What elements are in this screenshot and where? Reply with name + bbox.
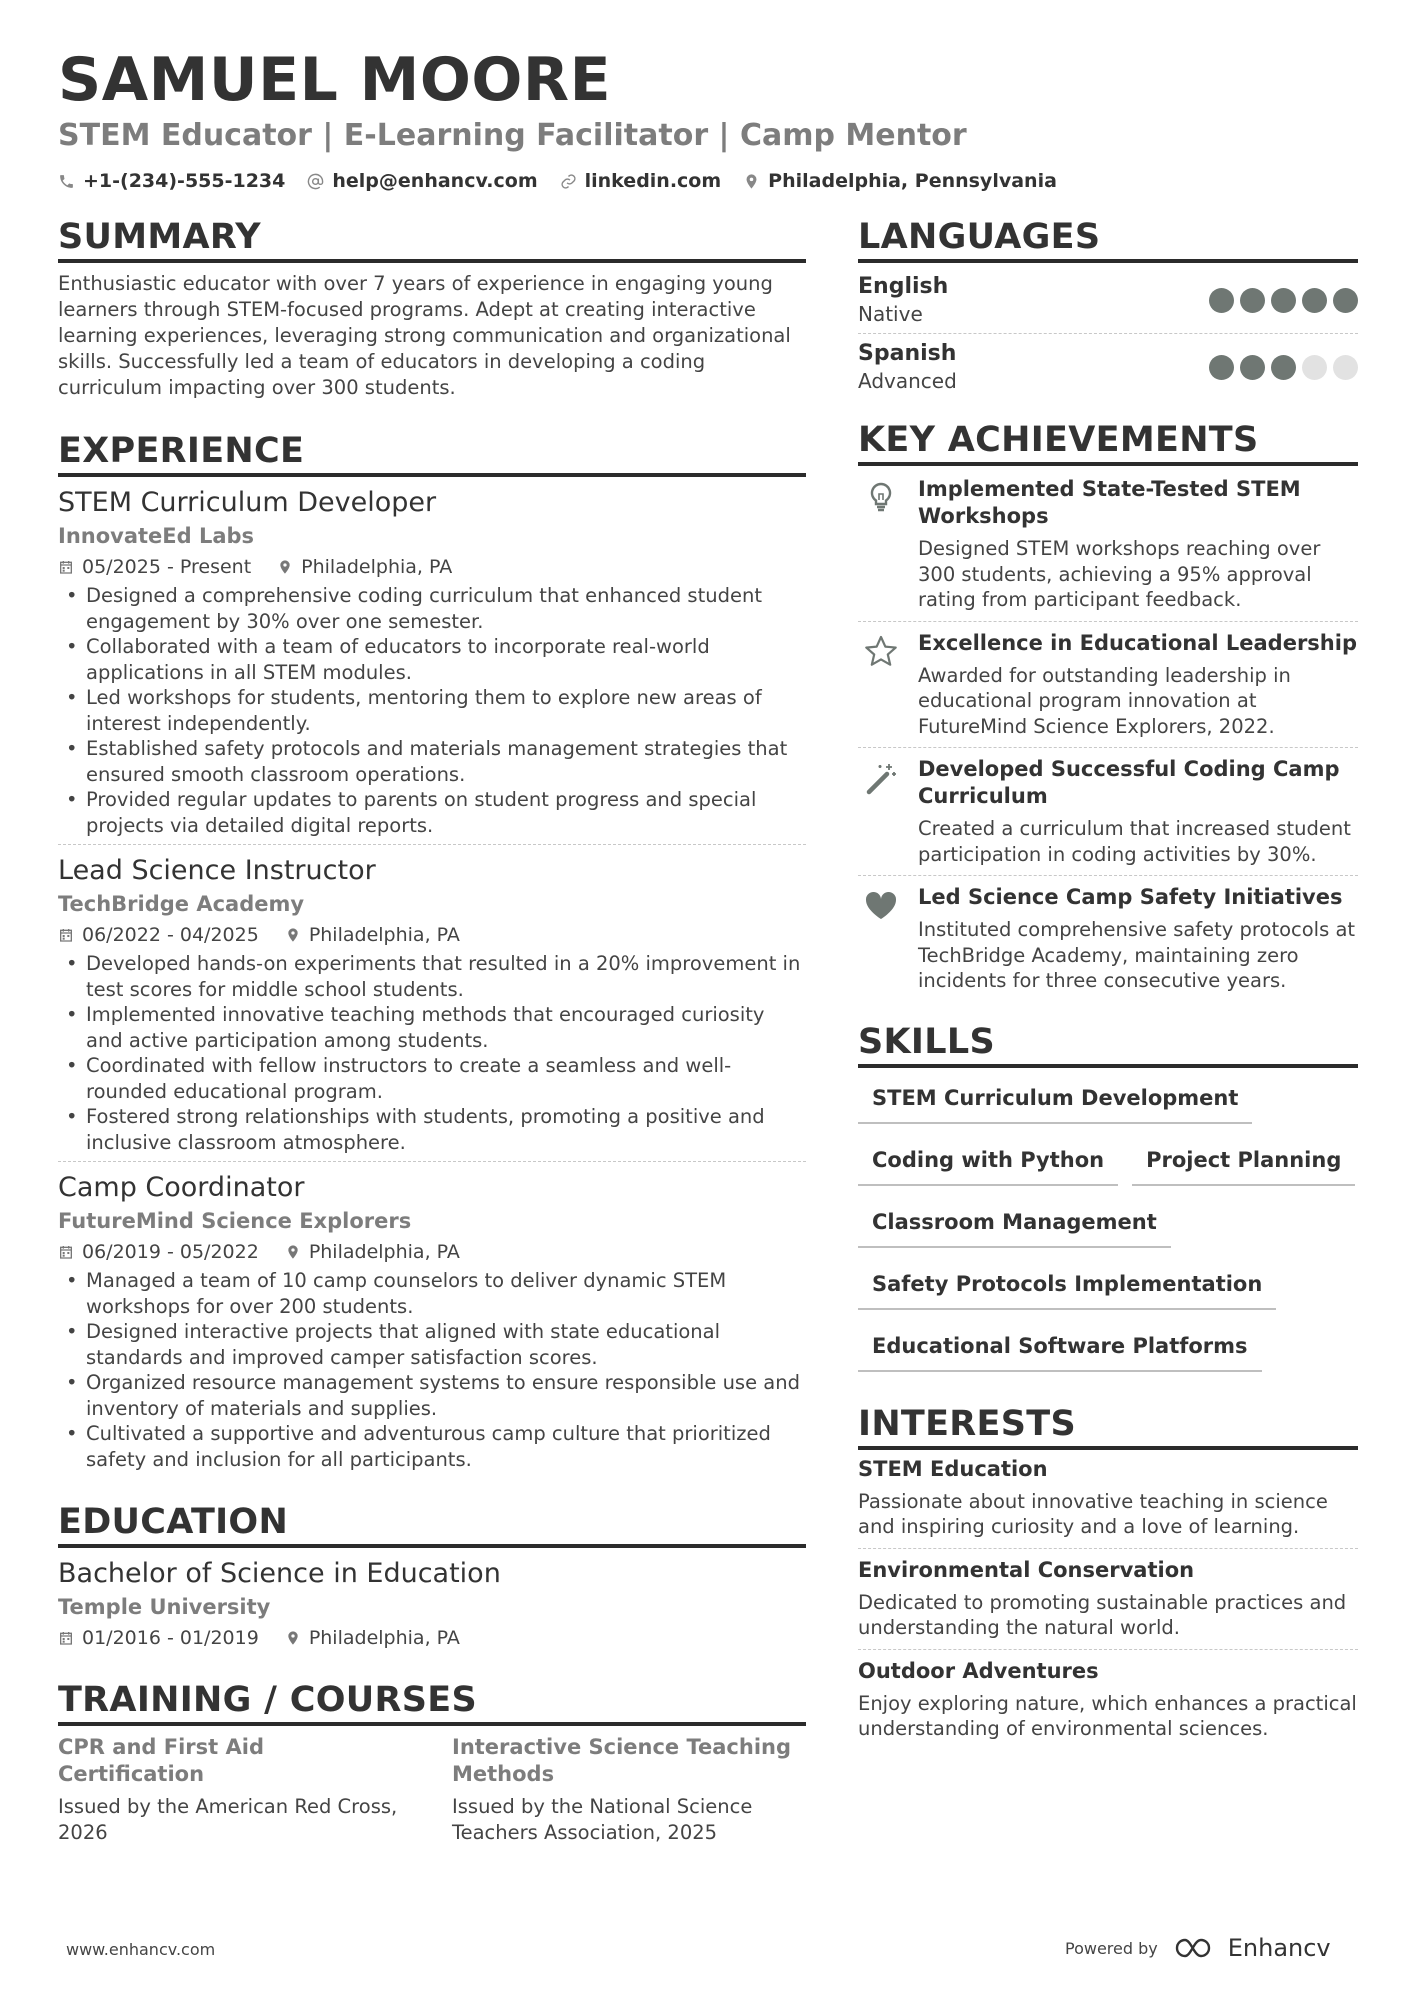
job-bullet: • Organized resource management systems to ensure responsible use and inventory of materials and supplies.	[58, 1370, 806, 1421]
languages-title: LANGUAGES	[858, 215, 1358, 263]
education-title: EDUCATION	[58, 1500, 806, 1548]
link-icon	[560, 173, 577, 190]
course-title: Interactive Science Teaching Methods	[452, 1735, 791, 1786]
experience-title: EXPERIENCE	[58, 429, 806, 477]
calendar-icon	[58, 559, 74, 575]
job-bullet: • Developed hands-on experiments that resulted in a 20% improvement in test scores for middle school students.	[58, 951, 806, 1002]
skill-tag: Project Planning	[1132, 1134, 1355, 1186]
location-pin-icon	[743, 173, 760, 190]
training-title: TRAINING / COURSES	[58, 1678, 806, 1726]
footer-branding	[1065, 1934, 1331, 1962]
course-item	[58, 1734, 412, 1846]
interest-title: STEM Education	[858, 1456, 1048, 1481]
job-title: Camp Coordinator	[58, 1172, 305, 1203]
skill-tag: Classroom Management	[858, 1196, 1171, 1248]
contact-link-text: linkedin.com	[584, 170, 722, 192]
job-bullet: • Established safety protocols and materials management strategies that ensured smooth classroom operations.	[58, 736, 806, 787]
language-name: English	[858, 274, 949, 299]
skill-tag: Coding with Python	[858, 1134, 1118, 1186]
job-bullets	[58, 583, 806, 838]
lightbulb-icon	[863, 480, 899, 516]
rating-dot-filled	[1240, 355, 1265, 380]
right-column	[858, 215, 1358, 1750]
company-name: TechBridge Academy	[58, 892, 305, 916]
heart-icon	[863, 888, 899, 924]
job-meta	[58, 921, 806, 949]
location-pin-icon	[277, 559, 293, 575]
skills-title: SKILLS	[858, 1020, 1358, 1068]
education-section	[58, 1500, 806, 1652]
achievement-desc: Instituted comprehensive safety protocols at TechBridge Academy, maintaining zero incidents for three consecutive years.	[918, 918, 1356, 992]
contact-phone-text: +1-(234)-555-1234	[83, 170, 286, 192]
job-bullet: • Provided regular updates to parents on student progress and special projects via detailed digital reports.	[58, 787, 806, 838]
location-pin-icon	[285, 1244, 301, 1260]
job-bullet: • Cultivated a supportive and adventurous camp culture that prioritized safety and inclusion for all participants.	[58, 1421, 806, 1472]
calendar-icon	[58, 927, 74, 943]
degree-title: Bachelor of Science in Education	[58, 1558, 501, 1589]
course-desc: Issued by the American Red Cross, 2026	[58, 1795, 398, 1844]
achievement-item	[858, 875, 1358, 1002]
summary-title: SUMMARY	[58, 215, 806, 263]
job-bullet: • Designed a comprehensive coding curriculum that enhanced student engagement by 30% over one semester.	[58, 583, 806, 634]
contact-phone[interactable]	[58, 168, 285, 194]
job-meta	[58, 553, 806, 581]
language-level: Native	[858, 302, 923, 326]
skills-list	[858, 1072, 1358, 1382]
skill-tag: Safety Protocols Implementation	[858, 1258, 1276, 1310]
rating-dot-filled	[1209, 288, 1234, 313]
job-dates: 05/2025 - Present	[82, 556, 252, 578]
magic-wand-icon	[863, 760, 899, 796]
job-entry	[58, 844, 806, 1161]
rating-dot-filled	[1271, 355, 1296, 380]
rating-dot-empty	[1333, 355, 1358, 380]
interests-section	[858, 1402, 1358, 1750]
languages-section	[858, 215, 1358, 400]
rating-dot-filled	[1209, 355, 1234, 380]
calendar-icon	[58, 1244, 74, 1260]
powered-by-text: Powered by	[1065, 1938, 1158, 1958]
job-bullet: • Coordinated with fellow instructors to create a seamless and well-rounded educational program.	[58, 1053, 806, 1104]
language-level: Advanced	[858, 369, 957, 393]
language-rating	[1209, 355, 1358, 380]
job-meta	[58, 1238, 806, 1266]
resume-subtitle: STEM Educator | E-Learning Facilitator | Camp Mentor	[58, 118, 967, 153]
footer-website[interactable]: www.enhancv.com	[66, 1940, 216, 1959]
rating-dot-filled	[1333, 288, 1358, 313]
achievement-title: Excellence in Educational Leadership	[918, 630, 1357, 655]
company-name: InnovateEd Labs	[58, 524, 255, 548]
summary-section	[58, 215, 806, 401]
interests-title: INTERESTS	[858, 1402, 1358, 1450]
course-desc: Issued by the National Science Teachers Association, 2025	[452, 1795, 753, 1844]
rating-dot-filled	[1302, 288, 1327, 313]
language-rating	[1209, 288, 1358, 313]
contact-bar	[58, 168, 1057, 194]
language-item	[858, 333, 1358, 400]
job-bullet: • Implemented innovative teaching methods that encouraged curiosity and active participation among students.	[58, 1002, 806, 1053]
job-bullet: • Managed a team of 10 camp counselors to deliver dynamic STEM workshops for over 200 students.	[58, 1268, 806, 1319]
job-title: Lead Science Instructor	[58, 855, 376, 886]
skills-section	[858, 1020, 1358, 1382]
rating-dot-filled	[1271, 288, 1296, 313]
job-bullets	[58, 951, 806, 1155]
location-pin-icon	[285, 927, 301, 943]
job-location: Philadelphia, PA	[308, 924, 460, 946]
achievement-desc: Created a curriculum that increased student participation in coding activities by 30%.	[918, 817, 1351, 866]
job-dates: 06/2019 - 05/2022	[82, 1241, 259, 1263]
job-bullet: • Led workshops for students, mentoring them to explore new areas of interest independently.	[58, 685, 806, 736]
achievement-title: Led Science Camp Safety Initiatives	[918, 885, 1343, 909]
achievement-item	[858, 468, 1358, 621]
job-bullet: • Fostered strong relationships with students, promoting a positive and inclusive classroom atmosphere.	[58, 1104, 806, 1155]
phone-icon	[58, 173, 75, 190]
brand-name: Enhancv	[1227, 1934, 1331, 1962]
rating-dot-empty	[1302, 355, 1327, 380]
contact-email-text: help@enhancv.com	[332, 170, 538, 192]
interest-item	[858, 1548, 1358, 1649]
interest-item	[858, 1452, 1358, 1548]
contact-location-text: Philadelphia, Pennsylvania	[768, 170, 1057, 192]
course-title: CPR and First Aid Certification	[58, 1735, 264, 1786]
interest-title: Environmental Conservation	[858, 1557, 1195, 1582]
brand-logo[interactable]	[1174, 1934, 1331, 1962]
contact-location	[743, 168, 1057, 194]
rating-dot-filled	[1240, 288, 1265, 313]
location-pin-icon	[285, 1630, 301, 1646]
job-bullet: • Designed interactive projects that aligned with state educational standards and improved camper satisfaction scores.	[58, 1319, 806, 1370]
achievement-item	[858, 747, 1358, 875]
interest-title: Outdoor Adventures	[858, 1658, 1099, 1683]
achievement-title: Developed Successful Coding Camp Curriculum	[918, 757, 1340, 808]
job-entry	[58, 1161, 806, 1478]
star-icon	[863, 634, 899, 670]
achievement-title: Implemented State-Tested STEM Workshops	[918, 477, 1301, 528]
skill-tag: STEM Curriculum Development	[858, 1072, 1252, 1124]
resume-name: SAMUEL MOORE	[58, 45, 612, 115]
achievement-desc: Designed STEM workshops reaching over 300 students, achieving a 95% approval rating from participant feedback.	[918, 537, 1321, 611]
at-sign-icon	[307, 173, 324, 190]
achievement-desc: Awarded for outstanding leadership in educational program innovation at FutureMind Science Explorers, 2022.	[918, 663, 1291, 738]
calendar-icon	[58, 1630, 74, 1646]
interest-desc: Enjoy exploring nature, which enhances a practical understanding of environmental sciences.	[858, 1691, 1357, 1740]
left-column	[58, 215, 806, 1846]
job-bullets	[58, 1268, 806, 1472]
job-bullet: • Collaborated with a team of educators to incorporate real-world applications in all STEM modules.	[58, 634, 806, 685]
contact-link[interactable]	[560, 168, 722, 194]
interest-desc: Dedicated to promoting sustainable practices and understanding the natural world.	[858, 1590, 1347, 1639]
job-location: Philadelphia, PA	[308, 1241, 460, 1263]
education-meta	[58, 1624, 806, 1652]
language-name: Spanish	[858, 341, 957, 366]
achievements-title: KEY ACHIEVEMENTS	[858, 418, 1358, 466]
achievement-item	[858, 621, 1358, 748]
training-section	[58, 1678, 806, 1846]
job-location: Philadelphia, PA	[301, 556, 453, 578]
contact-email[interactable]	[307, 168, 537, 194]
interest-item	[858, 1649, 1358, 1750]
school-name: Temple University	[58, 1595, 271, 1619]
summary-text: Enthusiastic educator with over 7 years of experience in engaging young learners through STEM-focused programs. Adept at creating interactive learning experiences, leveraging strong communication and organizational skills. Successfully led a team of educators in developing a coding curriculum impacting over 300 students.	[58, 272, 791, 399]
skill-tag: Educational Software Platforms	[858, 1320, 1262, 1372]
job-title: STEM Curriculum Developer	[58, 487, 437, 518]
language-item	[858, 271, 1358, 333]
education-location: Philadelphia, PA	[308, 1627, 460, 1649]
enhancv-logo-icon	[1174, 1936, 1220, 1960]
course-item	[452, 1734, 806, 1846]
job-dates: 06/2022 - 04/2025	[82, 924, 259, 946]
interest-desc: Passionate about innovative teaching in science and inspiring curiosity and a love of learning.	[858, 1489, 1328, 1538]
job-entry	[58, 485, 806, 844]
achievements-section	[858, 418, 1358, 1002]
experience-section	[58, 429, 806, 1478]
training-list	[58, 1734, 806, 1846]
company-name: FutureMind Science Explorers	[58, 1209, 412, 1233]
education-dates: 01/2016 - 01/2019	[82, 1627, 259, 1649]
